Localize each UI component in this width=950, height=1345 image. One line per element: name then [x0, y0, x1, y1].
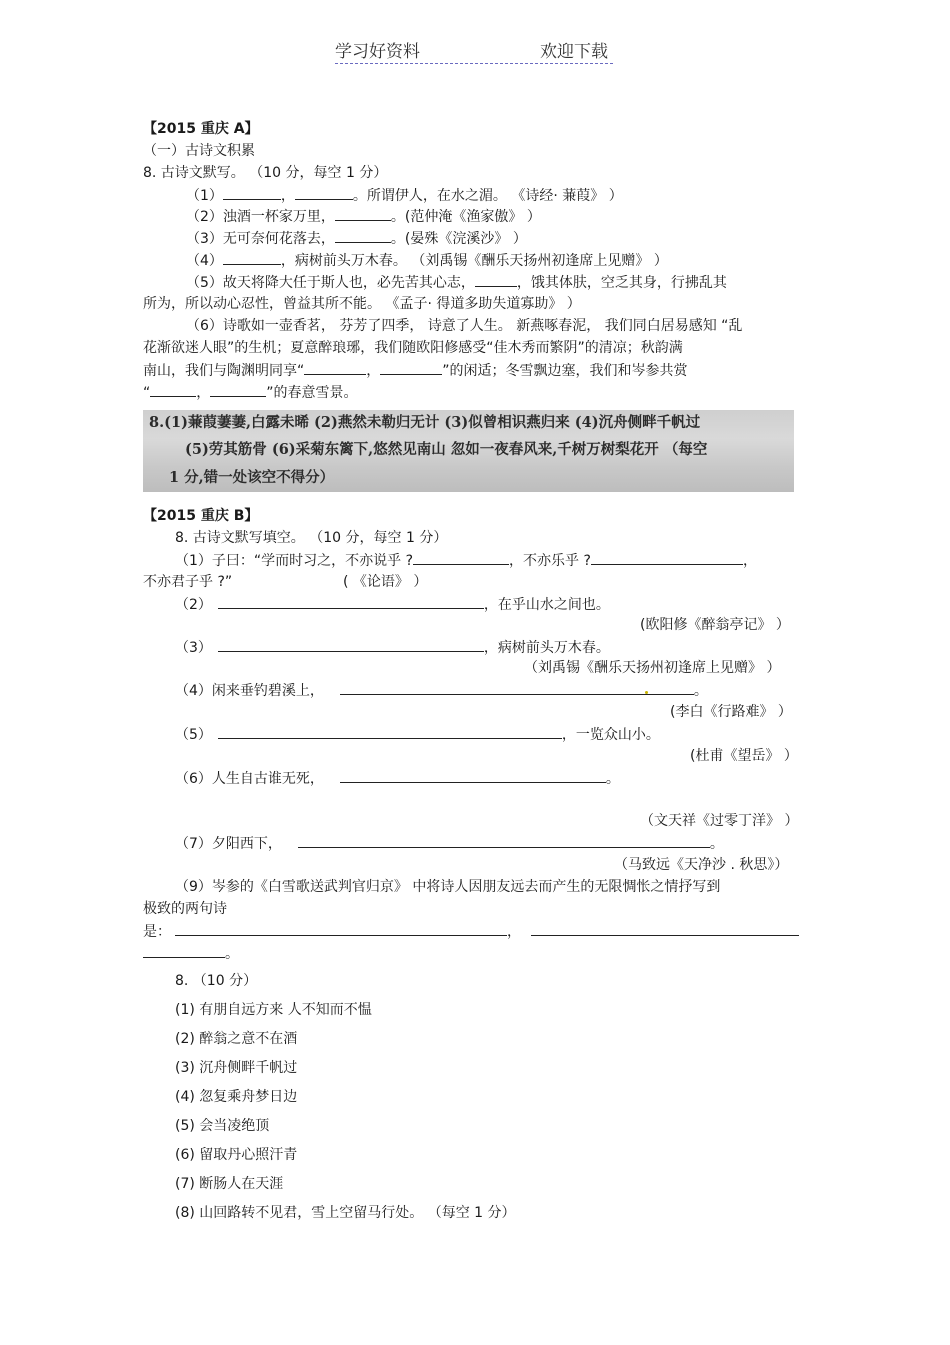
answer-a-scan — [143, 410, 794, 492]
blank — [340, 768, 606, 783]
blank — [413, 550, 509, 565]
b-q6: （6）人生自古谁无死， 。 — [175, 768, 620, 789]
b-q9-cont-2: 是： ， — [143, 921, 799, 942]
blank — [210, 382, 266, 397]
header-right: 欢迎下载 — [540, 42, 608, 62]
blank — [223, 185, 281, 200]
header-divider — [335, 63, 613, 64]
blank — [223, 250, 281, 265]
a-line-5: （5）故天将降大任于斯人也，必先苦其心志， ，饿其体肤，空乏其身，行拂乱其 — [186, 272, 727, 293]
blank — [531, 921, 799, 936]
b-q4-source: (李白《行路难》 ） — [670, 704, 792, 720]
answer-b-item: (8) 山回路转不见君，雪上空留马行处。 （每空 1 分） — [175, 1205, 516, 1221]
a-line-6: （6）诗歌如一壶香茗， 芬芳了四季， 诗意了人生。 新燕啄春泥， 我们同白居易感知 “乱 — [186, 318, 743, 334]
blank — [175, 921, 507, 936]
stray-mark — [645, 691, 648, 694]
b-q2-source: (欧阳修《醉翁亭记》 ） — [640, 617, 790, 633]
a-line-2: （2）浊酒一杯家万里， 。(范仲淹《渔家傲》 ） — [186, 206, 541, 227]
section-a-question-8: 8. 古诗文默写。 （10 分，每空 1 分） — [143, 165, 388, 181]
blank — [591, 550, 743, 565]
blank — [380, 360, 442, 375]
b-q3-source: （刘禹锡《酬乐天扬州初逢席上见赠》 ） — [524, 660, 781, 676]
blank — [340, 680, 694, 695]
answer-b-item: (7) 断肠人在天涯 — [175, 1176, 284, 1192]
header-left: 学习好资料 — [335, 42, 420, 62]
b-q1-cont: 不亦君子乎 ?” — [143, 574, 233, 590]
section-b-question-8: 8. 古诗文默写填空。 （10 分，每空 1 分） — [175, 530, 448, 546]
b-q1-source: ( 《论语》 ） — [343, 574, 428, 590]
answer-a-line-2: (5)劳其筋骨 (6)采菊东篱下,悠然见南山 忽如一夜春风来,千树万树梨花开 （每空 — [185, 441, 708, 458]
blank — [475, 272, 517, 287]
b-q5-source: (杜甫《望岳》 ） — [690, 748, 798, 764]
blank — [335, 228, 391, 243]
answer-b-title: 8. （10 分） — [175, 973, 258, 989]
section-a-title: 【2015 重庆 A】 — [143, 121, 259, 137]
answer-b-item: (5) 会当凌绝顶 — [175, 1118, 270, 1134]
a-line-1: （1） ， 。所谓伊人，在水之湄。 《诗经· 蒹葭》 ） — [186, 185, 623, 206]
b-q7: （7）夕阳西下， 。 — [175, 833, 724, 854]
b-q1: （1）子曰：“学而时习之，不亦说乎 ? ，不亦乐乎 ? ， — [175, 550, 757, 571]
answer-b-item: (3) 沉舟侧畔千帆过 — [175, 1060, 298, 1076]
a-line-4: （4） ，病树前头万木春。 （刘禹锡《酬乐天扬州初逢席上见赠》 ） — [186, 250, 668, 271]
answer-a-line-3: 1 分,错一处该空不得分） — [169, 469, 335, 486]
answer-b-item: (1) 有朋自远方来 人不知而不愠 — [175, 1002, 372, 1018]
blank — [150, 382, 196, 397]
b-q9: （9）岑参的《白雪歌送武判官归京》 中将诗人因朋友远去而产生的无限惆怅之情抒写到 — [175, 879, 721, 895]
b-q9-cont: 极致的两句诗 — [143, 901, 227, 917]
b-q6-source: （文天祥《过零丁洋》 ） — [640, 813, 799, 829]
section-b-title: 【2015 重庆 B】 — [143, 508, 259, 524]
b-q7-source: （马致远《天净沙 . 秋思》） — [614, 857, 789, 873]
a-line-3: （3）无可奈何花落去， 。(晏殊《浣溪沙》 ） — [186, 228, 527, 249]
blank — [218, 594, 484, 609]
a-line-6-cont-1: 花渐欲迷人眼”的生机；夏意醉琅琊，我们随欧阳修感受“佳木秀而繁阴”的清凉；秋韵满 — [143, 340, 683, 356]
b-q4: （4）闲来垂钓碧溪上， 。 — [175, 680, 708, 701]
blank — [298, 833, 710, 848]
section-a-subtitle: （一）古诗文积累 — [143, 143, 255, 159]
blank — [218, 724, 562, 739]
blank — [143, 943, 225, 958]
blank — [335, 206, 391, 221]
b-q3: （3） ，病树前头万木春。 — [175, 637, 610, 658]
blank — [218, 637, 484, 652]
answer-a-line-1: 8.(1)蒹葭萋萋,白露未晞 (2)燕然未勒归无计 (3)似曾相识燕归来 (4)沉舟侧畔千帆过 — [149, 414, 701, 431]
blank — [295, 185, 353, 200]
b-q9-cont-3: 。 — [143, 943, 239, 964]
a-line-6-cont-3: “ ， ”的春意雪景。 — [143, 382, 358, 403]
answer-b-item: (6) 留取丹心照汗青 — [175, 1147, 298, 1163]
a-line-5-cont: 所为，所以动心忍性，曾益其所不能。 《孟子· 得道多助失道寡助》 ） — [143, 296, 581, 312]
blank — [304, 360, 366, 375]
b-q2: （2） ，在乎山水之间也。 — [175, 594, 610, 615]
b-q5: （5） ，一览众山小。 — [175, 724, 660, 745]
a-line-6-cont-2: 南山，我们与陶渊明同享“ ， ”的闲适；冬雪飘边塞，我们和岑参共赏 — [143, 360, 688, 381]
answer-b-item: (2) 醉翁之意不在酒 — [175, 1031, 298, 1047]
answer-b-item: (4) 忽复乘舟梦日边 — [175, 1089, 298, 1105]
